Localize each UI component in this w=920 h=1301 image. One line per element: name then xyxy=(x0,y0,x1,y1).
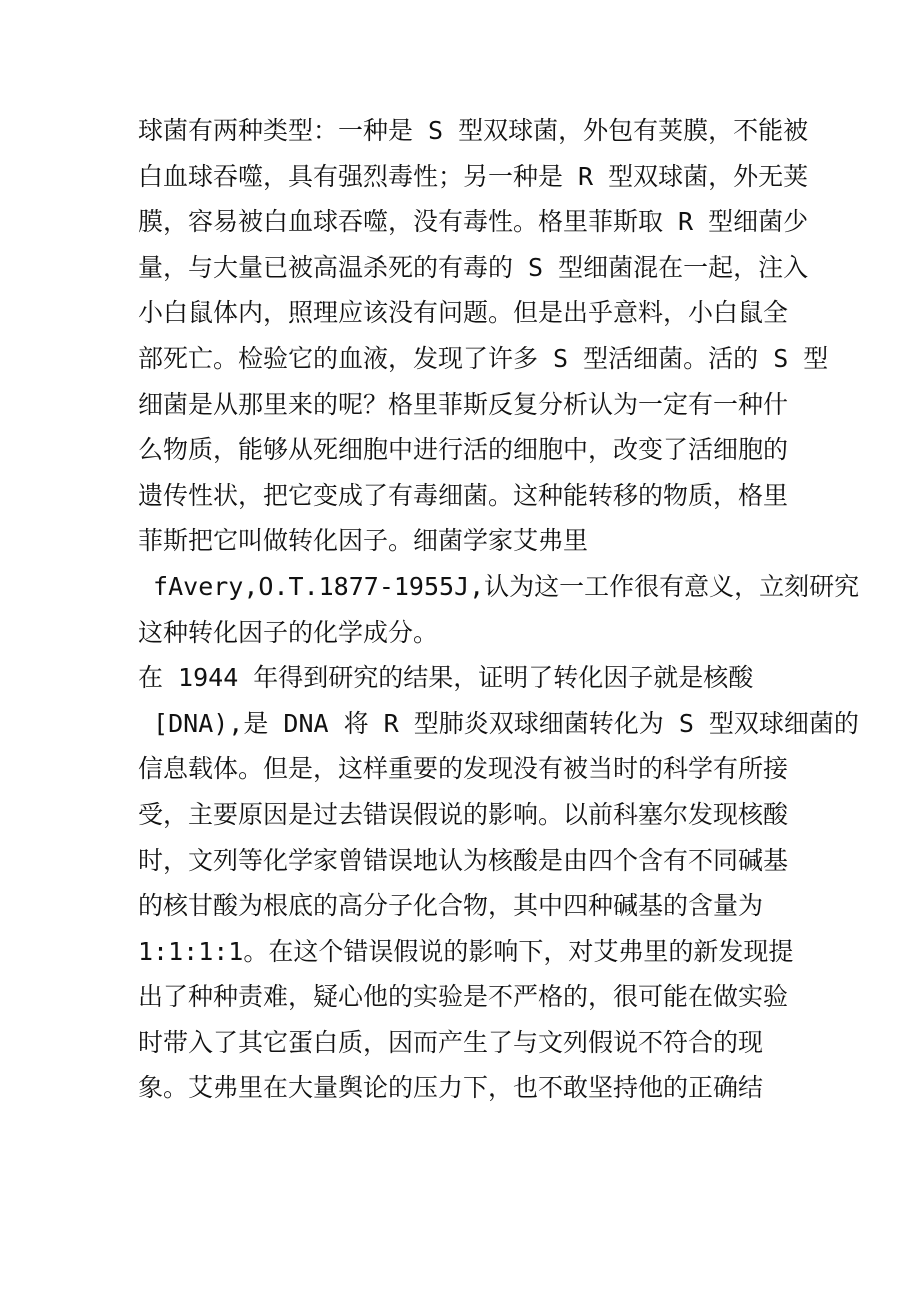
text-line: 出了种种责难，疑心他的实验是不严格的，很可能在做实验 xyxy=(138,982,789,1012)
text-line: 细菌是从那里来的呢？格里菲斯反复分析认为一定有一种什 xyxy=(138,389,789,419)
text-line: 1:1:1:1。在这个错误假说的影响下，对艾弗里的新发现提 xyxy=(138,936,794,966)
text-line: 象。艾弗里在大量舆论的压力下，也不敢坚持他的正确结 xyxy=(138,1073,764,1103)
text-line: 时带入了其它蛋白质，因而产生了与文列假说不符合的现 xyxy=(138,1027,764,1057)
text-line: 信息载体。但是，这样重要的发现没有被当时的科学有所接 xyxy=(138,754,789,784)
text-line: 受，主要原因是过去错误假说的影响。以前科塞尔发现核酸 xyxy=(138,799,789,829)
text-line: 部死亡。检验它的血液，发现了许多 S 型活细菌。活的 S 型 xyxy=(138,343,829,373)
text-line: 菲斯把它叫做转化因子。细菌学家艾弗里 xyxy=(138,526,589,556)
text-line: 在 1944 年得到研究的结果，证明了转化因子就是核酸 xyxy=(138,663,754,693)
text-line: 的核甘酸为根底的高分子化合物，其中四种碱基的含量为 xyxy=(138,891,764,921)
text-line: 膜，容易被白血球吞噬，没有毒性。格里菲斯取 R 型细菌少 xyxy=(138,207,809,237)
text-line: 球菌有两种类型：一种是 S 型双球菌，外包有荚膜，不能被 xyxy=(138,116,809,145)
text-line: 时，文列等化学家曾错误地认为核酸是由四个含有不同碱基 xyxy=(138,845,789,875)
text-line: [DNA),是 DNA 将 R 型肺炎双球细菌转化为 S 型双球细菌的 xyxy=(138,708,859,738)
text-line: 么物质，能够从死细胞中进行活的细胞中，改变了活细胞的 xyxy=(138,435,789,465)
text-line: 遗传性状，把它变成了有毒细菌。这种能转移的物质，格里 xyxy=(138,480,789,510)
document-body xyxy=(138,108,860,1111)
text-line: fAvery,O.T.1877-1955J,认为这一工作很有意义，立刻研究 xyxy=(138,571,860,601)
text-line: 白血球吞噬，具有强烈毒性；另一种是 R 型双球菌，外无荚 xyxy=(138,161,809,191)
text-line: 小白鼠体内，照理应该没有问题。但是出乎意料，小白鼠全 xyxy=(138,298,789,328)
text-line: 量，与大量已被高温杀死的有毒的 S 型细菌混在一起，注入 xyxy=(138,252,809,282)
text-line: 这种转化因子的化学成分。 xyxy=(138,617,439,647)
